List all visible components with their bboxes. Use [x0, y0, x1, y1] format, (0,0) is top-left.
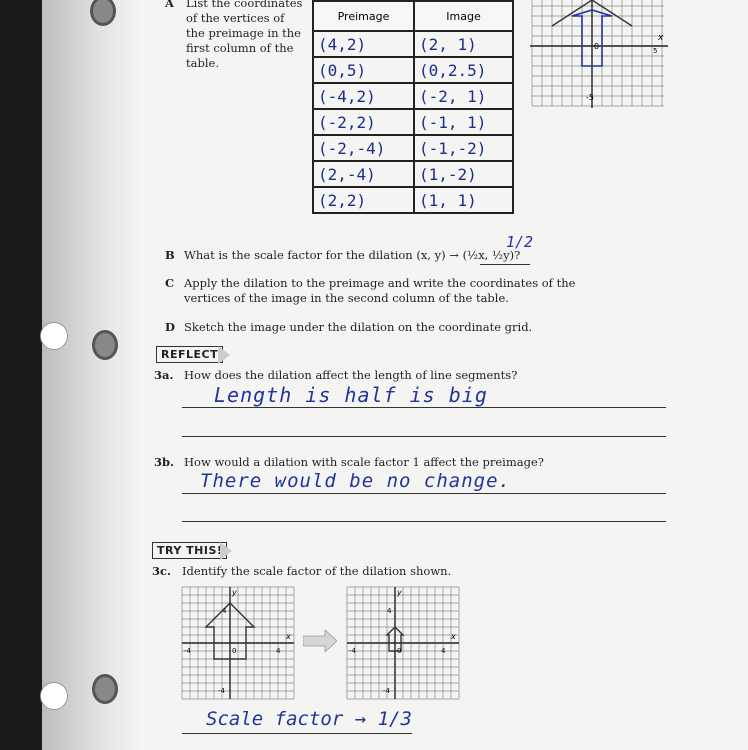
part-b-answer[interactable]: 1/2 [506, 233, 534, 251]
question-3b-answer[interactable]: There would be no change. [200, 470, 511, 492]
right-grid-yneg4: -4 [383, 687, 390, 695]
right-grid-y-label: y [397, 588, 402, 597]
image-cell[interactable]: (-1,-2) [414, 135, 513, 161]
try-this-arrow-icon [220, 542, 232, 560]
image-cell[interactable]: (2, 1) [414, 31, 513, 57]
table-row [313, 187, 513, 213]
top-grid-tick-minus5: -5 [586, 93, 594, 102]
part-a-text: List the coordinates of the vertices of the preimage in the first column of the table. [186, 0, 303, 70]
preimage-cell[interactable]: (4,2) [313, 31, 414, 57]
right-grid-xneg4: -4 [349, 647, 356, 655]
answer-line [182, 407, 666, 408]
answer-line [182, 436, 666, 437]
left-grid-xneg4: -4 [184, 647, 191, 655]
preimage-cell[interactable]: (2,-4) [313, 161, 414, 187]
image-cell[interactable]: (-1, 1) [414, 109, 513, 135]
answer-line [182, 493, 666, 494]
question-3b-text: How would a dilation with scale factor 1 affect the preimage? [184, 455, 544, 469]
part-c-text: Apply the dilation to the preimage and write the coordinates of the vertices of the image in the second column of the table. [184, 276, 576, 305]
left-grid-y4: 4 [222, 607, 227, 615]
part-b-letter: B [165, 248, 175, 262]
binder-shadow [42, 0, 142, 750]
question-3c-number: 3c. [152, 564, 172, 578]
binder-ring-bottom [92, 674, 118, 704]
binder-ring-middle [92, 330, 118, 360]
question-3a-text: How does the dilation affect the length of line segments? [184, 368, 518, 382]
table-row [313, 109, 513, 135]
left-grid-origin: 0 [232, 647, 237, 655]
table-row [313, 57, 513, 83]
right-grid-y4: 4 [387, 607, 392, 615]
left-grid-x4: 4 [276, 647, 281, 655]
image-cell[interactable]: (0,2.5) [414, 57, 513, 83]
reflect-arrow-icon [218, 346, 230, 364]
part-d-letter: D [165, 320, 175, 334]
right-grid-origin: 0 [397, 647, 402, 655]
preimage-coordinate-grid [180, 585, 296, 701]
question-3a-answer[interactable]: Length is half is big [214, 383, 488, 407]
answer-line [480, 264, 530, 265]
image-coordinate-grid [345, 585, 461, 701]
coordinates-table [312, 0, 514, 214]
preimage-cell[interactable]: (-2,2) [313, 109, 414, 135]
left-grid-y-label: y [232, 588, 237, 597]
part-a-letter: A [165, 0, 174, 10]
preimage-cell[interactable]: (2,2) [313, 187, 414, 213]
table-row [313, 161, 513, 187]
right-grid-x-label: x [451, 632, 456, 641]
reflect-tag: REFLECT [156, 346, 223, 363]
image-cell[interactable]: (-2, 1) [414, 83, 513, 109]
transform-arrow-icon [303, 630, 337, 652]
table-header-image: Image [414, 1, 513, 31]
top-grid-x-label: x [658, 33, 664, 43]
table-header-preimage: Preimage [313, 1, 414, 31]
question-3b-number: 3b. [154, 455, 175, 469]
table-row [313, 31, 513, 57]
left-grid-yneg4: -4 [218, 687, 225, 695]
right-grid-x4: 4 [441, 647, 446, 655]
table-row [313, 135, 513, 161]
answer-line [182, 733, 412, 734]
question-3c-answer[interactable]: Scale factor → 1/3 [206, 708, 412, 730]
preimage-cell[interactable]: (-2,-4) [313, 135, 414, 161]
question-3a-number: 3a. [154, 368, 174, 382]
try-this-tag: TRY THIS! [152, 542, 227, 559]
part-b-text: What is the scale factor for the dilation (x, y) → (½x, ½y)? [184, 248, 521, 262]
image-cell[interactable]: (1,-2) [414, 161, 513, 187]
top-grid-origin: 0 [594, 42, 600, 51]
part-d-text: Sketch the image under the dilation on the coordinate grid. [184, 320, 533, 334]
top-grid-tick-5: 5 [653, 47, 658, 55]
top-coordinate-grid [530, 0, 670, 108]
answer-line [182, 521, 666, 522]
binder-hole [40, 682, 68, 710]
question-3c-text: Identify the scale factor of the dilation shown. [182, 564, 452, 578]
part-c-letter: C [165, 276, 175, 290]
left-grid-x-label: x [286, 632, 291, 641]
image-cell[interactable]: (1, 1) [414, 187, 513, 213]
binder-hole [40, 322, 68, 350]
preimage-cell[interactable]: (-4,2) [313, 83, 414, 109]
table-row [313, 83, 513, 109]
preimage-cell[interactable]: (0,5) [313, 57, 414, 83]
